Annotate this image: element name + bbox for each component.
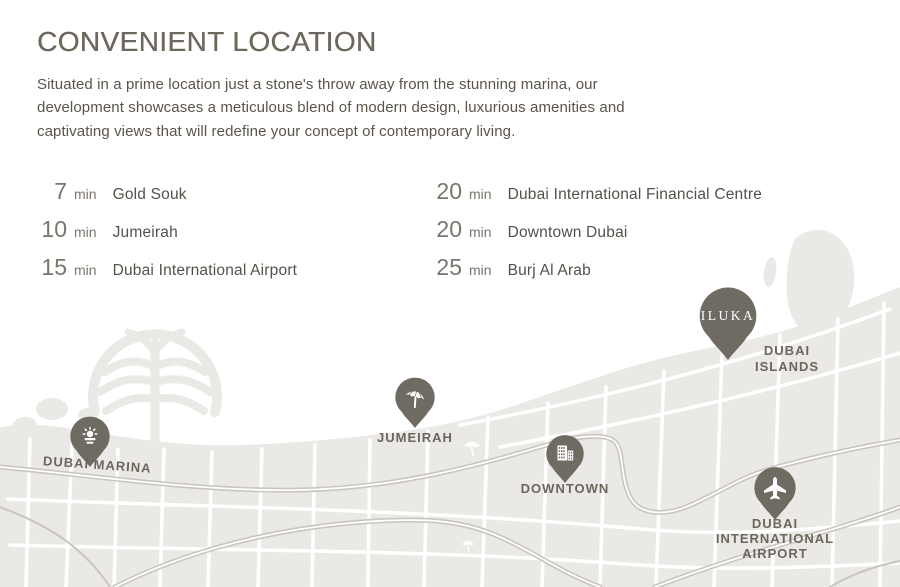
travel-time-minutes: 25	[436, 253, 462, 280]
travel-time-unit: min	[469, 261, 492, 278]
travel-time-row	[37, 254, 432, 281]
travel-time-destination: Jumeirah	[112, 223, 178, 241]
dubai-marina-label: DUBAI MARINA	[42, 453, 153, 476]
travel-time-destination: Dubai International Financial Centre	[507, 185, 763, 203]
travel-time-row	[37, 216, 432, 243]
travel-time-minutes: 15	[41, 253, 67, 280]
svg-text:AIRPORT: AIRPORT	[742, 546, 808, 561]
travel-time-unit: min	[74, 261, 97, 278]
jumeirah-pin	[377, 378, 453, 445]
travel-time-unit: min	[469, 223, 492, 240]
travel-time-row	[432, 254, 762, 281]
jumeirah-label: JUMEIRAH	[377, 430, 453, 445]
travel-time-minutes: 7	[54, 177, 67, 204]
svg-text:DUBAI: DUBAI	[751, 516, 799, 531]
header	[0, 0, 900, 143]
travel-time-minutes: 10	[41, 215, 67, 242]
travel-time-destination: Downtown Dubai	[507, 223, 628, 241]
palm-jumeirah-island	[93, 332, 217, 445]
page-title: CONVENIENT LOCATION	[37, 26, 377, 57]
travel-time-unit: min	[74, 185, 97, 202]
travel-times	[37, 178, 900, 281]
travel-time-destination: Burj Al Arab	[507, 261, 591, 279]
travel-time-destination: Dubai International Airport	[112, 261, 298, 279]
travel-time-destination: Gold Souk	[112, 185, 187, 203]
travel-time-row	[432, 216, 762, 243]
travel-times-left-column	[37, 178, 432, 281]
svg-text:ISLANDS: ISLANDS	[754, 359, 820, 374]
travel-time-row	[432, 178, 762, 205]
intro-paragraph: Situated in a prime location just a stone's throw away from the stunning marina, our development showcases a meticulous blend of modern design, luxurious amenities and captivating views that will redefine your concept of contemporary living.	[37, 76, 625, 140]
dubai-islands-label	[755, 343, 819, 374]
travel-time-unit: min	[469, 185, 492, 202]
downtown-label: DOWNTOWN	[520, 481, 610, 496]
travel-time-minutes: 20	[436, 215, 462, 242]
travel-time-minutes: 20	[436, 177, 462, 204]
travel-time-unit: min	[74, 223, 97, 240]
iluka-wordmark: ILUKA	[700, 308, 756, 323]
svg-text:DUBAI: DUBAI	[763, 343, 811, 358]
travel-time-row	[37, 178, 432, 205]
svg-text:INTERNATIONAL: INTERNATIONAL	[715, 531, 835, 546]
travel-times-right-column	[432, 178, 762, 281]
